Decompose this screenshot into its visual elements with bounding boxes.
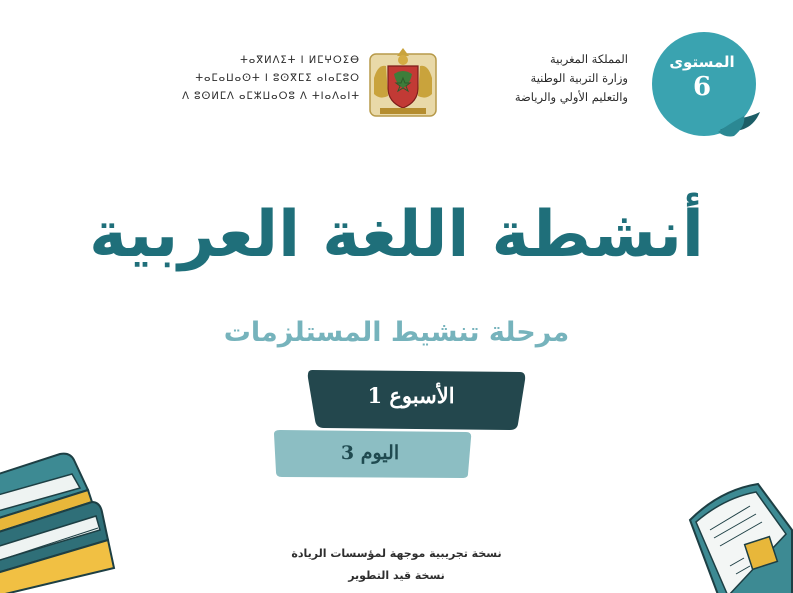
ministry-line: المملكة المغربية xyxy=(549,52,628,66)
ministry-line: ⵜⴰⵎⴰⵡⴰⵙⵜ ⵏ ⵓⵙⴳⵎⵉ ⴰⵏⴰⵎⵓⵔ xyxy=(195,73,360,84)
page-subtitle: مرحلة تنشيط المستلزمات xyxy=(223,317,570,348)
ministry-line: وزارة التربية الوطنية xyxy=(530,71,628,85)
page-title: أنشطة اللغة العربية xyxy=(89,198,704,272)
footer-line: نسخة قيد التطوير xyxy=(348,569,445,582)
ministry-name-tifinagh xyxy=(170,52,360,106)
ministry-line: والتعليم الأولي والرياضة xyxy=(514,90,628,104)
level-number: 6 xyxy=(692,72,712,102)
day-label: اليوم 3 xyxy=(340,442,400,464)
week-label: الأسبوع 1 xyxy=(367,383,455,408)
ministry-line: ⵜⴰⴳⵍⴷⵉⵜ ⵏ ⵍⵎⵖⵔⵉⴱ xyxy=(240,55,360,66)
ministry-name-arabic xyxy=(448,50,628,107)
royal-emblem-icon xyxy=(366,44,440,120)
level-label: المستوى xyxy=(669,53,735,71)
level-badge xyxy=(660,52,744,102)
footer-note xyxy=(0,543,793,587)
ministry-line: ⴷ ⵓⵙⵍⵎⴷ ⴰⵎⵣⵡⴰⵔⵓ ⴷ ⵜⵏⴰⴷⴰⵏⵜ xyxy=(182,91,360,102)
footer-line: نسخة تجريبية موجهة لمؤسسات الريادة xyxy=(291,547,502,560)
